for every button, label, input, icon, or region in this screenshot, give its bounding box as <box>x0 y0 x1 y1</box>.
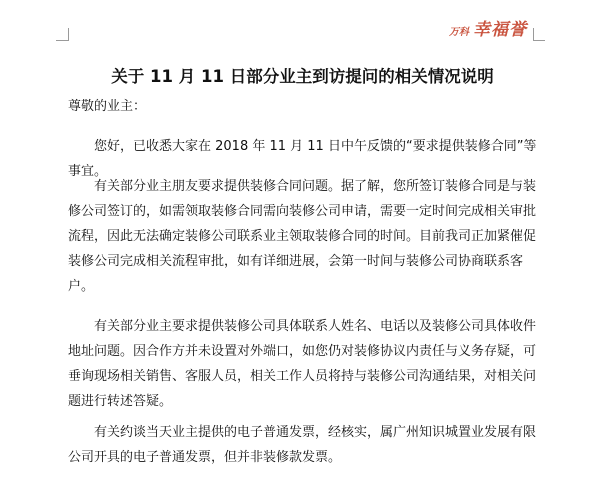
paragraph-2: 有关部分业主朋友要求提供装修合同问题。据了解，您所签订装修合同是与装修公司签订的，如需领取装修合同需向装修公司申请，需要一定时间完成相关审批流程，因此无法确定装修公司联系业主领取装修合同的时间。目前我司正加紧催促装修公司完成相关流程审批，如有详细进展，会第一时间与装修公司协商联系客户。 <box>68 179 537 294</box>
brand-logo <box>449 15 527 40</box>
logo-company-name: 万科 <box>449 27 469 38</box>
crop-mark-top-left-vertical <box>68 28 69 41</box>
crop-mark-top-left-horizontal <box>56 40 68 41</box>
logo-project-name: 幸福誉 <box>473 20 527 40</box>
crop-mark-top-right-horizontal <box>533 40 545 41</box>
paragraph-1: 您好，已收悉大家在 2018 年 11 月 11 日中午反馈的“要求提供装修合同”等事宜。 <box>68 139 537 179</box>
paragraph-4: 有关约谈当天业主提供的电子普通发票，经核实，属广州知识城置业发展有限公司开具的电子普通发票，但并非装修款发票。 <box>68 425 537 465</box>
greeting: 尊敬的业主： <box>68 99 147 114</box>
crop-mark-top-right-vertical <box>533 28 534 41</box>
paragraph-3: 有关部分业主要求提供装修公司具体联系人姓名、电话以及装修公司具体收件地址问题。因合作方并未设置对外端口，如您仍对装修协议内责任与义务存疑，可垂询现场相关销售、客服人员，相关工作人员将持与装修公司沟通结果，对相关问题进行转述答疑。 <box>68 319 537 409</box>
document-title: 关于 11 月 11 日部分业主到访提问的相关情况说明 <box>111 67 494 86</box>
